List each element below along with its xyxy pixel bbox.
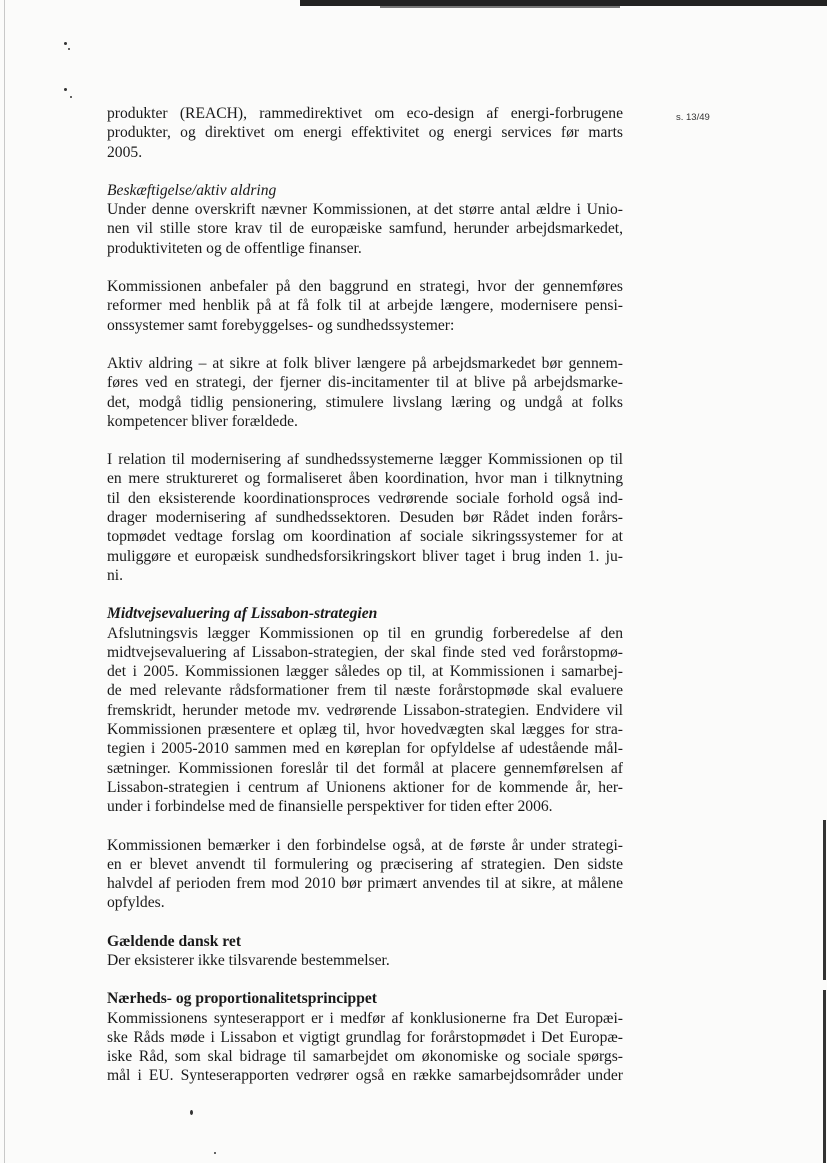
text-line: Kommissionen anbefaler på den baggrund en strategi, hvor der gennemføres: [107, 278, 623, 296]
section-heading: Midtvejsevaluering af Lissabon-strategien: [107, 605, 378, 623]
paragraph: [107, 354, 623, 431]
text-line: til den eksisterende koordinationsproces vedrørende sociale forhold også ind-: [107, 489, 623, 507]
section-heading: Beskæftigelse/aktiv aldring: [107, 181, 277, 199]
text-line: en mere struktureret og formaliseret åben koordination, hvor man i tilknytning: [107, 470, 623, 488]
text-line: føres ved en strategi, der fjerner dis-incitamenter til at blive på arbejdsmarke-: [107, 374, 623, 392]
section-gaeldende-dansk-ret: [107, 932, 623, 971]
text-line: produktiviteten og de offentlige finanser.: [107, 239, 362, 257]
text-line: fremskridt, herunder metode mv. vedrørende Lissabon-strategien. Endvidere vil: [107, 701, 623, 719]
text-line: ni.: [107, 566, 124, 584]
paragraph: [107, 450, 623, 585]
scan-edge-right-lower: [823, 990, 826, 1163]
scan-speck: [214, 1152, 216, 1154]
text-line: Kommissionen bemærker i den forbindelse også, at de første år under strategi-: [107, 836, 623, 854]
text-line: produkter, og direktivet om energi effektivitet og energi services før marts: [107, 124, 623, 142]
scan-speck: [68, 48, 70, 50]
text-line: drager modernisering af sundhedssektoren. Desuden bør Rådet inden forårs-: [107, 509, 623, 527]
scan-edge-right-upper: [823, 820, 826, 980]
text-line: iske Råd, som skal bidrage til samarbejdet om økonomiske og sociale spørgs-: [107, 1048, 623, 1066]
text-line: de med relevante rådsformationer frem til næste forårstopmøde skal evaluere: [107, 682, 623, 700]
text-line: I relation til modernisering af sundhedssystemerne lægger Kommissionen op til: [107, 451, 623, 469]
text-line: sætninger. Kommissionen foreslår til det formål at placere gennemførelsen af: [107, 759, 623, 777]
text-line: reformer med henblik på at få folk til at arbejde længere, modernisere pensi-: [107, 297, 623, 315]
scan-speck: [190, 1110, 193, 1115]
scan-speck: [64, 88, 67, 91]
scan-edge-left: [4, 0, 5, 1163]
text-line: mål i EU. Synteserapporten vedrører også en række samarbejdsområder under: [107, 1067, 623, 1085]
text-line: midtvejsevaluering af Lissabon-strategien, der skal finde sted ved forårstopmø-: [107, 643, 623, 661]
text-line: Afslutningsvis lægger Kommissionen op til en grundig forberedelse af den: [107, 624, 623, 642]
paragraph: [107, 277, 623, 335]
text-line: produkter (REACH), rammedirektivet om eco-design af energi-forbrugene: [107, 105, 623, 122]
text-line: det i 2005. Kommissionen lægger således op til, at Kommissionen i samarbej-: [107, 663, 623, 681]
text-line: Aktiv aldring – at sikre at folk bliver længere på arbejdsmarkedet bør gennem-: [107, 354, 623, 372]
scan-speck: [70, 96, 72, 98]
paragraph: [107, 836, 623, 913]
text-line: det, modgå tidlig pensionering, stimulere livslang læring og undgå at folks: [107, 393, 623, 411]
text-line: opfyldes.: [107, 894, 165, 912]
text-line: nen vil stille store krav til de europæiske samfund, herunder arbejdsmarkedet,: [107, 220, 623, 238]
text-line: under i forbindelse med de finansielle perspektiver for tiden efter 2006.: [107, 798, 553, 816]
text-line: 2005.: [107, 143, 143, 161]
text-line: onssystemer samt forebyggelses- og sundhedssystemer:: [107, 316, 455, 334]
section-naerhedsprincippet: [107, 989, 623, 1085]
text-line: Kommissionen præsentere et oplæg til, hvor hovedvægten skal lægges for stra-: [107, 721, 623, 739]
text-line: muliggøre et europæisk sundhedsforsikringskort bliver taget i brug inden 1. ju-: [107, 547, 623, 565]
text-line: Under denne overskrift nævner Kommissionen, at det større antal ældre i Unio-: [107, 201, 623, 219]
section-heading: Nærheds- og proportionalitetsprincippet: [107, 990, 378, 1008]
text-line: ske Råds møde i Lissabon et vigtigt grundlag for forårstopmødet i Det Europæ-: [107, 1028, 623, 1046]
section-midtvejsevaluering: [107, 604, 623, 816]
text-line: Kommissionens synteserapport er i medfør af konklusionerne fra Det Europæi-: [107, 1009, 623, 1027]
text-line: tegien i 2005-2010 sammen med en køreplan for opfyldelse af udestående mål-: [107, 740, 623, 758]
scan-edge-top-shadow: [380, 6, 620, 8]
paragraph: [107, 104, 623, 162]
text-line: topmødet vedtage forslag om koordination af sociale sikringssystemer for at: [107, 528, 623, 546]
page-number: s. 13/49: [676, 112, 710, 123]
text-line: Lissabon-strategien i centrum af Unionens aktioner for de kommende år, her-: [107, 778, 623, 796]
text-line: halvdel af perioden frem mod 2010 bør primært anvendes til at sikre, at målene: [107, 875, 623, 893]
text-line: Der eksisterer ikke tilsvarende bestemmelser.: [107, 951, 390, 969]
text-line: kompetencer bliver forældede.: [107, 412, 298, 430]
section-heading: Gældende dansk ret: [107, 932, 242, 950]
section-beskaeftigelse: [107, 181, 623, 258]
document-body: [107, 104, 623, 1105]
scan-speck: [64, 42, 67, 45]
text-line: en er blevet anvendt til formulering og præcisering af strategien. Den sidste: [107, 855, 623, 873]
